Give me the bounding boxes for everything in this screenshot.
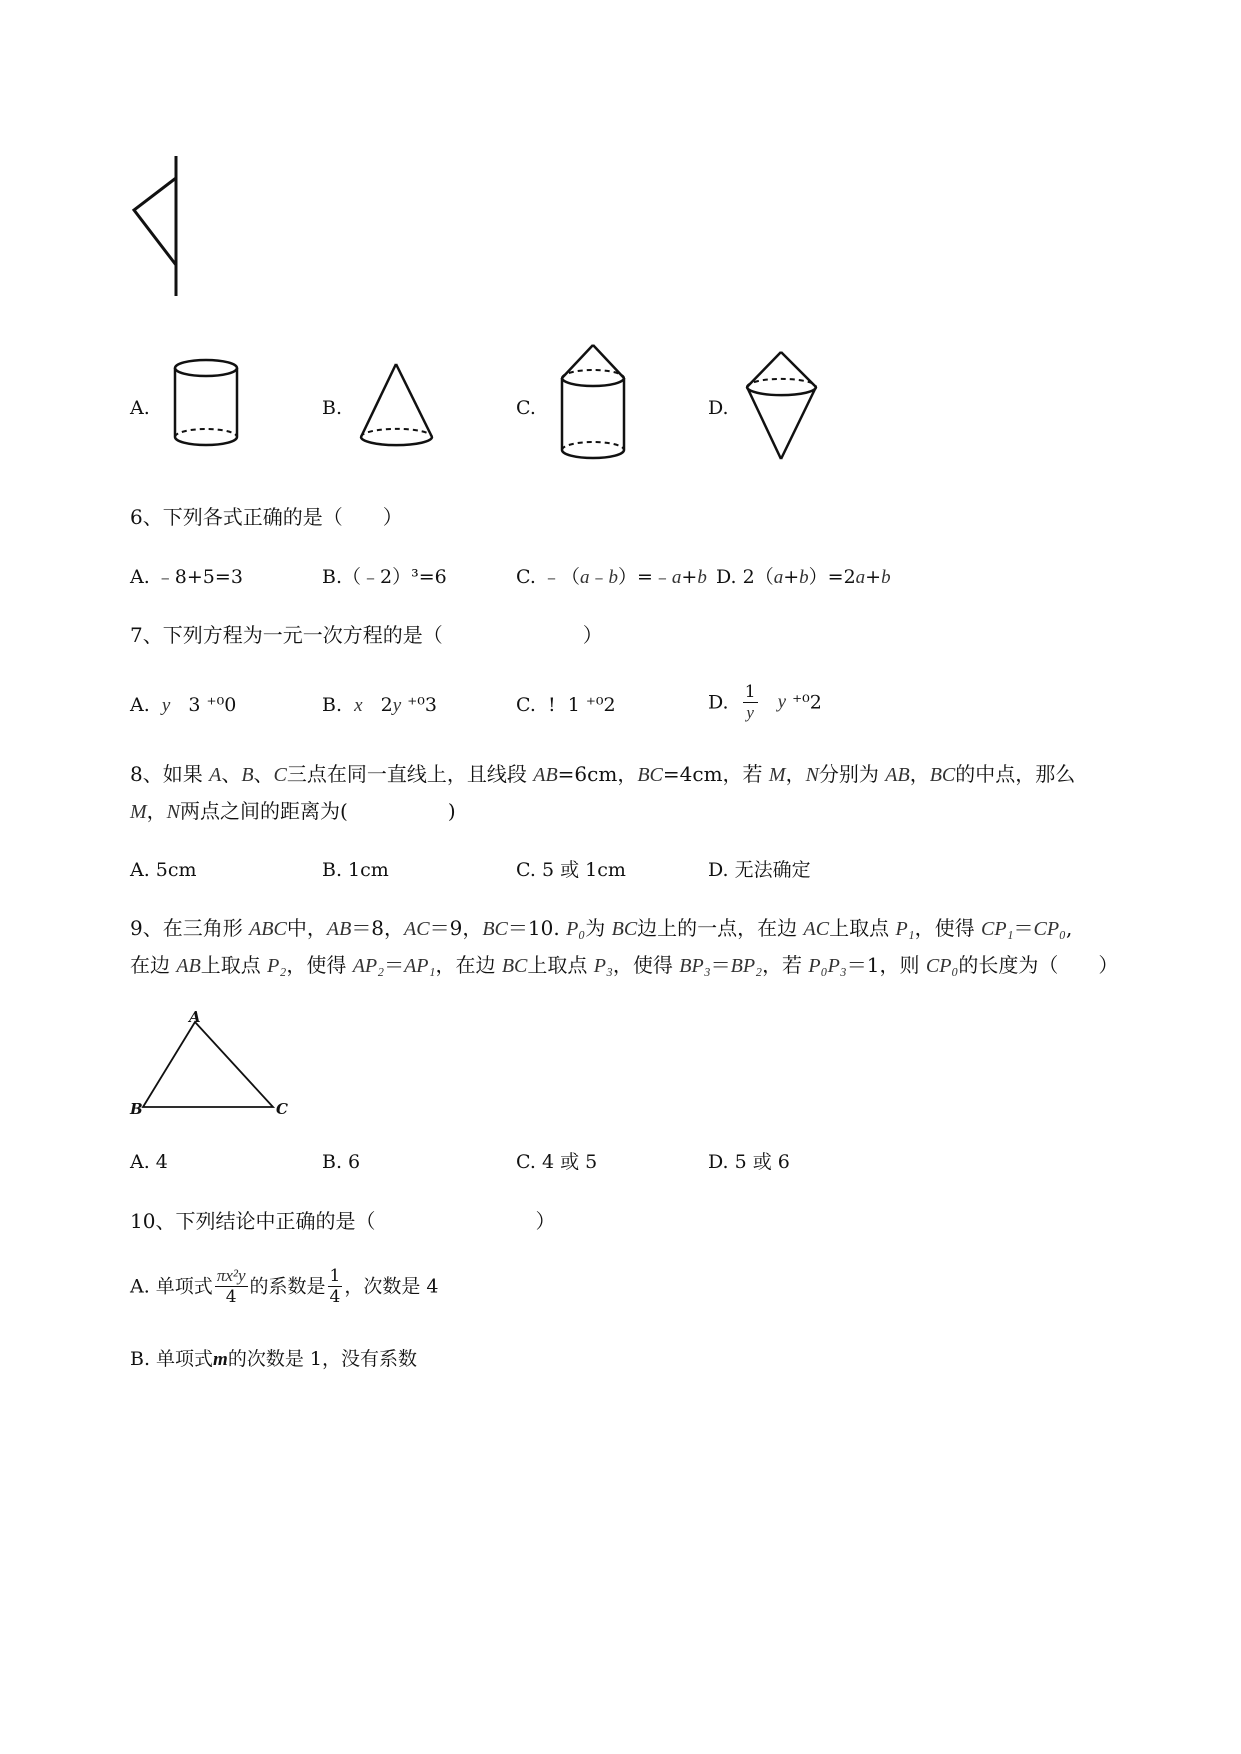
q7-option-c[interactable]: C. ! 1 ⁺⁰2: [516, 694, 616, 716]
q8-option-d[interactable]: D. 无法确定: [708, 859, 811, 881]
q7-option-b[interactable]: B. x 2y ⁺⁰3: [322, 694, 437, 716]
q8-option-c[interactable]: C. 5 或 1cm: [516, 859, 626, 881]
q10-option-b[interactable]: B. 单项式m的次数是 1，没有系数: [130, 1348, 417, 1370]
q5-option-b-label[interactable]: B.: [322, 397, 343, 419]
triangle-label-a: A: [189, 1008, 201, 1026]
triangle-label-b: B: [130, 1100, 143, 1118]
q7-stem: 7、下列方程为一元一次方程的是（ ）: [130, 623, 603, 647]
q9-option-d[interactable]: D. 5 或 6: [708, 1151, 790, 1173]
q9-option-a[interactable]: A. 4: [130, 1151, 168, 1173]
q10-a-fraction-1: $\frac{\text{πx²y}}{4}$: [216, 1266, 246, 1307]
q10-a-fraction-2: $\frac{1}{4}$: [329, 1266, 341, 1307]
q9-line1: 9、在三角形 ABC中，AB＝8，AC＝9，BC＝10. P₀为 BC边上的一点，在边 AC上取点 P₁，使得 CP₁＝CP₀,: [130, 916, 1073, 940]
q7-option-d[interactable]: D. $\frac{1}{y}$ y ⁺⁰2: [708, 682, 822, 722]
q6-option-c[interactable]: C. ﹣（a﹣b）=﹣a+b: [516, 566, 707, 588]
q8-line2: M，N两点之间的距离为( ): [130, 799, 456, 823]
q8-option-a[interactable]: A. 5cm: [130, 859, 197, 881]
q10-option-a[interactable]: A. 单项式 $\frac{\text{πx²y}}{4}$ 的系数是 $\frac{1}{4}$ ，次数是 4: [130, 1266, 439, 1307]
q6-option-b[interactable]: B.（﹣2）³=6: [322, 566, 447, 588]
q5-option-a-label[interactable]: A.: [130, 397, 150, 419]
q5-option-c-label[interactable]: C.: [516, 397, 536, 419]
q9-option-b[interactable]: B. 6: [322, 1151, 361, 1173]
q8-line1: 8、如果 A、B、C三点在同一直线上，且线段 AB=6cm，BC=4cm，若 M，N分别为 AB，BC的中点，那么: [130, 762, 1076, 786]
q6-stem: 6、下列各式正确的是（ ）: [130, 505, 403, 529]
q5-option-d-label[interactable]: D.: [708, 397, 729, 419]
q7-d-fraction: $\frac{1}{y}$: [744, 682, 756, 722]
q6-option-d[interactable]: D. 2（a+b）=2a+b: [716, 566, 891, 588]
q8-option-b[interactable]: B. 1cm: [322, 859, 389, 881]
triangle-label-c: C: [276, 1100, 288, 1118]
q7-option-a[interactable]: A. y 3 ⁺⁰0: [130, 694, 237, 716]
q9-line2: 在边 AB上取点 P₂，使得 AP₂＝AP₁，在边 BC上取点 P₃，使得 BP₃＝BP₂，若 P₀P₃＝1，则 CP₀的长度为（ ）: [130, 953, 1119, 977]
q9-option-c[interactable]: C. 4 或 5: [516, 1151, 598, 1173]
q10-stem: 10、下列结论中正确的是（ ）: [130, 1209, 556, 1233]
q6-option-a[interactable]: A. ﹣8+5=3: [130, 566, 243, 588]
